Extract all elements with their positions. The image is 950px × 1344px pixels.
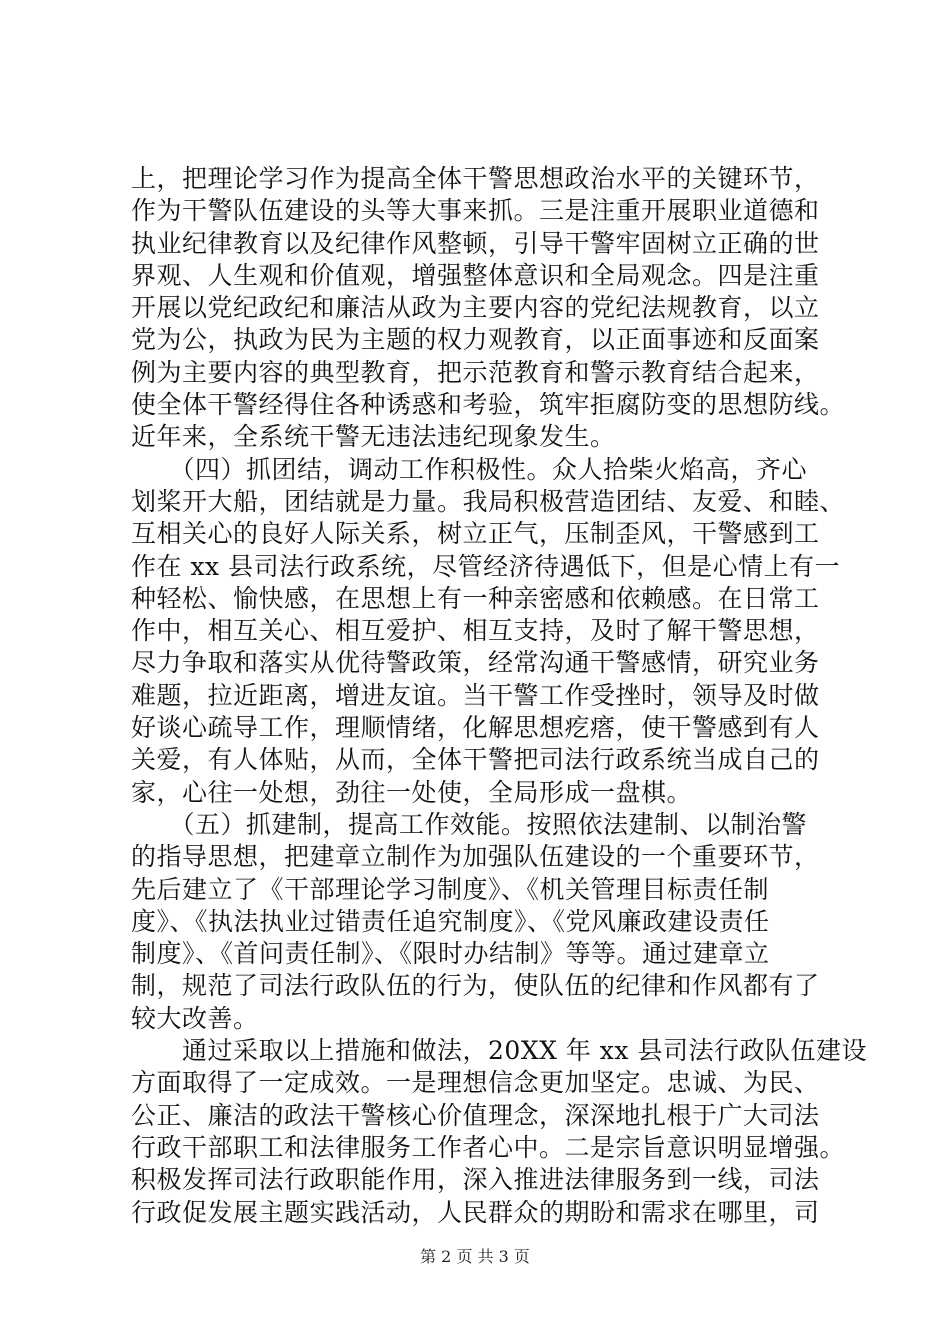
text-line: 度》、《执法执业过错责任追究制度》、《党风廉政建设责任 (131, 906, 770, 936)
text-line: （四）抓团结，调动工作积极性。众人拾柴火焰高，齐心 (131, 454, 808, 484)
text-line: 作在 xx 县司法行政系统，尽管经济待遇低下，但是心情上有一 (131, 551, 841, 581)
text-line: 通过采取以上措施和做法，20XX 年 xx 县司法行政队伍建设 (131, 1036, 867, 1066)
text-line: 作为干警队伍建设的头等大事来抓。三是注重开展职业道德和 (131, 196, 820, 226)
text-line: 尽力争取和落实从优待警政策，经常沟通干警感情，研究业务 (131, 648, 820, 678)
text-line: 好谈心疏导工作，理顺情绪，化解思想疙瘩，使干警感到有人 (131, 713, 820, 743)
body-text (131, 163, 867, 1229)
text-line: 作中，相互关心、相互爱护、相互支持，及时了解干警思想， (131, 616, 820, 646)
text-line: 方面取得了一定成效。一是理想信念更加坚定。忠诚、为民、 (131, 1068, 820, 1098)
text-line: 行政干部职工和法律服务工作者心中。二是宗旨意识明显增强。 (131, 1132, 846, 1162)
text-line: 种轻松、愉快感，在思想上有一种亲密感和依赖感。在日常工 (131, 583, 820, 613)
text-line: 互相关心的良好人际关系，树立正气，压制歪风，干警感到工 (131, 519, 820, 549)
text-line: 制，规范了司法行政队伍的行为，使队伍的纪律和作风都有了 (131, 971, 820, 1001)
text-line: 界观、人生观和价值观，增强整体意识和全局观念。四是注重 (131, 260, 820, 290)
text-line: 开展以党纪政纪和廉洁从政为主要内容的党纪法规教育，以立 (131, 293, 820, 323)
text-line: 行政促发展主题实践活动，人民群众的期盼和需求在哪里，司 (131, 1197, 820, 1227)
text-line: 例为主要内容的典型教育，把示范教育和警示教育结合起来， (131, 357, 820, 387)
text-line: 家，心往一处想，劲往一处使，全局形成一盘棋。 (131, 777, 693, 807)
text-line: 执业纪律教育以及纪律作风整顿，引导干警牢固树立正确的世 (131, 228, 820, 258)
text-line: 公正、廉洁的政法干警核心价值理念，深深地扎根于广大司法 (131, 1100, 820, 1130)
text-line: 近年来，全系统干警无违法违纪现象发生。 (131, 422, 616, 452)
text-line: （五）抓建制，提高工作效能。按照依法建制、以制治警 (131, 809, 808, 839)
page-footer: 第 2 页 共 3 页 (420, 1247, 530, 1266)
text-line: 难题，拉近距离，增进友谊。当干警工作受挫时，领导及时做 (131, 680, 820, 710)
text-line: 的指导思想，把建章立制作为加强队伍建设的一个重要环节， (131, 842, 820, 872)
text-line: 较大改善。 (131, 1003, 259, 1033)
text-line: 关爱，有人体贴，从而，全体干警把司法行政系统当成自己的 (131, 745, 820, 775)
text-line: 使全体干警经得住各种诱惑和考验，筑牢拒腐防变的思想防线。 (131, 390, 846, 420)
text-line: 上，把理论学习作为提高全体干警思想政治水平的关键环节， (131, 164, 820, 193)
text-line: 积极发挥司法行政职能作用，深入推进法律服务到一线，司法 (131, 1165, 820, 1195)
text-line: 制度》、《首问责任制》、《限时办结制》等等。通过建章立 (131, 939, 770, 969)
text-line: 先后建立了《干部理论学习制度》、《机关管理目标责任制 (131, 874, 770, 904)
text-line: 党为公，执政为民为主题的权力观教育，以正面事迹和反面案 (131, 325, 820, 355)
text-line: 划桨开大船，团结就是力量。我局积极营造团结、友爱、和睦、 (131, 486, 846, 516)
